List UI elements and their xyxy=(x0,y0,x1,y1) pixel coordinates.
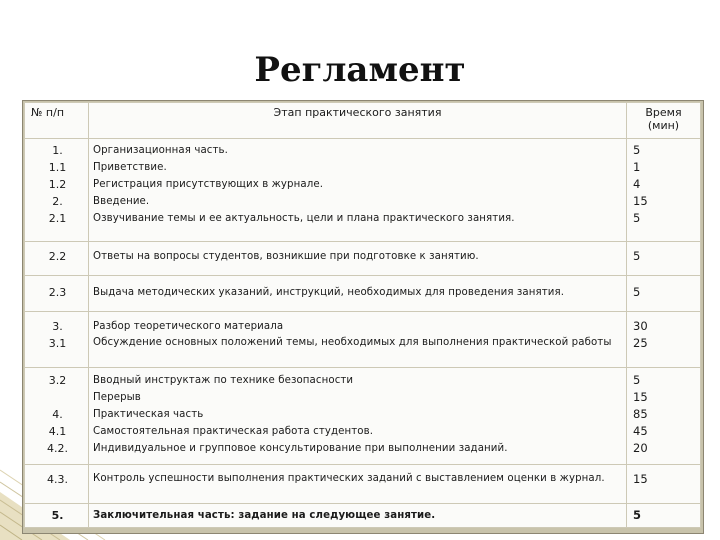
row-time: 30 xyxy=(633,319,648,333)
row-times xyxy=(627,139,701,242)
row-text: Перерыв xyxy=(93,392,141,403)
row-texts xyxy=(89,139,627,242)
row-numbers xyxy=(25,368,89,465)
row-time: 5 xyxy=(633,373,641,387)
row-time: 15 xyxy=(627,465,701,504)
row-time: 15 xyxy=(633,194,648,208)
row-time: 25 xyxy=(633,336,648,350)
schedule-table xyxy=(24,102,701,528)
row-text: Ответы на вопросы студентов, возникшие при подготовке к занятию. xyxy=(89,242,627,276)
row-text: Введение. xyxy=(93,196,150,207)
row-time: 1 xyxy=(633,160,641,174)
row-texts xyxy=(89,312,627,368)
row-text: Контроль успешности выполнения практических заданий с выставлением оценки в журнал. xyxy=(93,473,605,484)
header-time-line1: Время xyxy=(645,106,682,119)
row-time: 15 xyxy=(633,390,648,404)
row-text: Озвучивание темы и ее актуальность, цели и плана практического занятия. xyxy=(93,213,515,224)
row-time: 20 xyxy=(633,441,648,455)
row-text: Практическая часть xyxy=(93,409,204,420)
row-number: 4.3. xyxy=(25,465,89,504)
row-number: 2.3 xyxy=(25,276,89,312)
row-number: 1.2 xyxy=(48,178,67,191)
row-numbers xyxy=(25,312,89,368)
row-number: 3.1 xyxy=(48,337,67,350)
row-number: 1.1 xyxy=(48,161,67,174)
row-number: 2.1 xyxy=(48,212,67,225)
row-number: 4.2. xyxy=(47,442,68,455)
table-row xyxy=(25,242,701,276)
row-times xyxy=(627,312,701,368)
row-number: 3.2 xyxy=(48,374,67,387)
row-texts xyxy=(89,465,627,504)
row-text: Приветствие. xyxy=(93,162,167,173)
row-time: 5 xyxy=(627,276,701,312)
row-text: Разбор теоретического материала xyxy=(93,321,284,332)
row-number: 5. xyxy=(25,504,89,528)
row-number: 4. xyxy=(52,408,63,421)
row-number: 2. xyxy=(52,195,63,208)
row-number: 1. xyxy=(52,144,63,157)
row-time: 45 xyxy=(633,424,648,438)
row-text: Индивидуальное и групповое консультирование при выполнении заданий. xyxy=(93,443,508,454)
row-text: Вводный инструктаж по технике безопасности xyxy=(93,375,354,386)
row-number: 3. xyxy=(52,320,63,333)
table-row xyxy=(25,368,701,465)
header-time xyxy=(627,103,701,139)
page-title: Регламент xyxy=(254,50,466,90)
table-row xyxy=(25,312,701,368)
row-number: 2.2 xyxy=(25,242,89,276)
row-number: 4.1 xyxy=(48,425,67,438)
row-time: 5 xyxy=(627,242,701,276)
row-numbers xyxy=(25,139,89,242)
row-text: Заключительная часть: задание на следующее занятие. xyxy=(89,504,627,528)
row-text: Обсуждение основных положений темы, необходимых для выполнения практической работы xyxy=(93,337,612,348)
row-text: Организационная часть. xyxy=(93,145,228,156)
row-time: 5 xyxy=(633,211,641,225)
table-row xyxy=(25,465,701,504)
header-time-line2: (мин) xyxy=(647,119,680,132)
row-text: Выдача методических указаний, инструкций, необходимых для проведения занятия. xyxy=(89,276,627,312)
header-stage: Этап практического занятия xyxy=(89,103,627,139)
table-row xyxy=(25,139,701,242)
row-time: 4 xyxy=(633,177,641,191)
table-row xyxy=(25,504,701,528)
row-time: 85 xyxy=(633,407,648,421)
header-num: № п/п xyxy=(25,103,89,139)
table-header-row xyxy=(25,103,701,139)
row-text: Регистрация присутствующих в журнале. xyxy=(93,179,324,190)
row-times xyxy=(627,368,701,465)
row-time: 5 xyxy=(633,143,641,157)
row-texts xyxy=(89,368,627,465)
row-number xyxy=(27,389,88,406)
table-row xyxy=(25,276,701,312)
row-time: 5 xyxy=(627,504,701,528)
row-text: Самостоятельная практическая работа студентов. xyxy=(93,426,374,437)
